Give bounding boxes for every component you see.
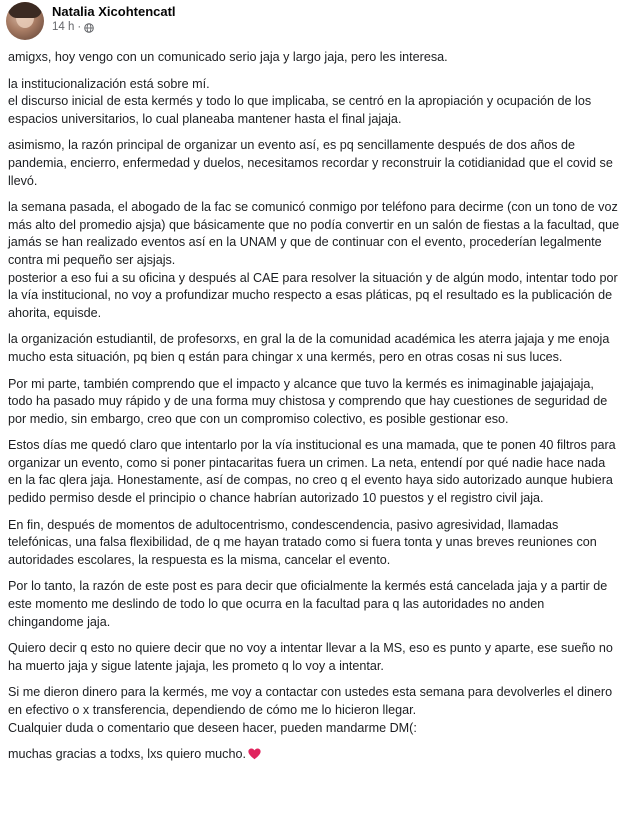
post-paragraph: [8, 331, 620, 366]
post-paragraph: [8, 376, 620, 429]
post-paragraph: [8, 137, 620, 190]
post-text-line: Cualquier duda o comentario que deseen hacer, pueden mandarme DM(:: [8, 720, 417, 735]
closing-text: muchas gracias a todxs, lxs quiero mucho.: [8, 747, 246, 762]
post-text-line: la organización estudiantil, de profesorxs, en gral la de la comunidad académica les aterra jajaja y me enoja mucho esta situación, pq bien q están para chingar x una kermés, pero en otras cosas ni sus luces.: [8, 332, 610, 364]
post-text-line: asimismo, la razón principal de organizar un evento así, es pq sencillamente después de dos años de pandemia, encierro, enfermedad y duelos, necesitamos recordar y reconstruir la cotidianidad que el covid se llevó.: [8, 138, 613, 188]
post-text-line: la institucionalización está sobre mí.: [8, 76, 210, 91]
post-meta: [52, 2, 176, 35]
author-avatar[interactable]: [6, 2, 44, 40]
post-paragraph: [8, 49, 620, 67]
post-time-row: [52, 20, 176, 35]
post-paragraph: [8, 517, 620, 570]
globe-icon: [84, 23, 94, 33]
post-paragraph: [8, 437, 620, 507]
post-paragraph: [8, 640, 620, 675]
post-text-line: Quiero decir q esto no quiere decir que no voy a intentar llevar a la MS, eso es punto y aparte, ese sueño no ha muerto jaja y sigue latente jajaja, les prometo q lo voy a intentar.: [8, 641, 613, 673]
post-text-line: posterior a eso fui a su oficina y después al CAE para resolver la situación y de algún modo, intentar todo por la vía institucional, no voy a profundizar mucho respecto a esas pláticas, pq el resultado es la publicación de ahorita, equisde.: [8, 270, 618, 320]
post-text-line: Por lo tanto, la razón de este post es para decir que oficialmente la kermés está cancelada jaja y a partir de este momento me deslindo de todo lo que ocurra en la facultad para q las autoridades no anden chingandome jaja.: [8, 579, 608, 629]
post-text-line: En fin, después de momentos de adultocentrismo, condescendencia, pasivo agresividad, llamadas telefónicas, una falsa flexibilidad, de q me hayan tratado como si fuera tonta y unas breves reuniones con autoridades escolares, la respuesta es la misma, cancelar el evento.: [8, 517, 597, 567]
post-time[interactable]: 14 h: [52, 21, 75, 33]
post-text-line: Si me dieron dinero para la kermés, me voy a contactar con ustedes esta semana para devolverles el dinero en efectivo o x transferencia, dependiendo de cómo me lo hicieron llegar.: [8, 685, 613, 717]
post-paragraph: [8, 76, 620, 129]
post-text-line: la semana pasada, el abogado de la fac se comunicó conmigo por teléfono para decirme (con un tono de voz más alto del promedio ajsja) que básicamente que no podía convertir en un salón de fiestas a la facultad, que jamás se han realizado eventos así en la UNAM y que de continuar con el evento, procederían legalmente contra mi pequeño ser ajsjajs.: [8, 200, 620, 267]
post-body: [6, 49, 620, 766]
post-paragraph: [8, 199, 620, 322]
heart-icon: [248, 748, 261, 766]
post-header: [6, 0, 620, 48]
time-separator: ·: [77, 21, 82, 33]
post-text-line: amigxs, hoy vengo con un comunicado serio jaja y largo jaja, pero les interesa.: [8, 50, 448, 64]
post-text-line: el discurso inicial de esta kermés y todo lo que implicaba, se centró en la apropiación y ocupación de los espacios universitarios, lo cual planeaba mantener hasta el final jajaja.: [8, 94, 592, 126]
author-name[interactable]: Natalia Xicohtencatl: [52, 4, 176, 19]
post-text-line: Estos días me quedó claro que intentarlo por la vía institucional es una mamada, que te ponen 40 filtros para organizar un evento, como si poner pintacaritas fuera un crimen. La neta, entendí por qué nadie hace nada en la fac qlera jaja. Honestamente, así de compas, no creo q el evento haya sido autorizado aunque hubiera pedido permiso desde el principio o chance habrían autorizado 10 puestos y el registro civil jaja.: [8, 438, 616, 506]
post-text-line: Por mi parte, también comprendo que el impacto y alcance que tuvo la kermés es inimaginable jajajajaja, todo ha pasado muy rápido y de una forma muy chistosa y comprendo que hay cuestiones de seguridad de por medio, sin embargo, creo que con un compromiso colectivo, es posible gestionar eso.: [8, 376, 608, 426]
post-paragraph: [8, 578, 620, 631]
post-paragraph: [8, 684, 620, 737]
post-closing: [8, 746, 620, 766]
